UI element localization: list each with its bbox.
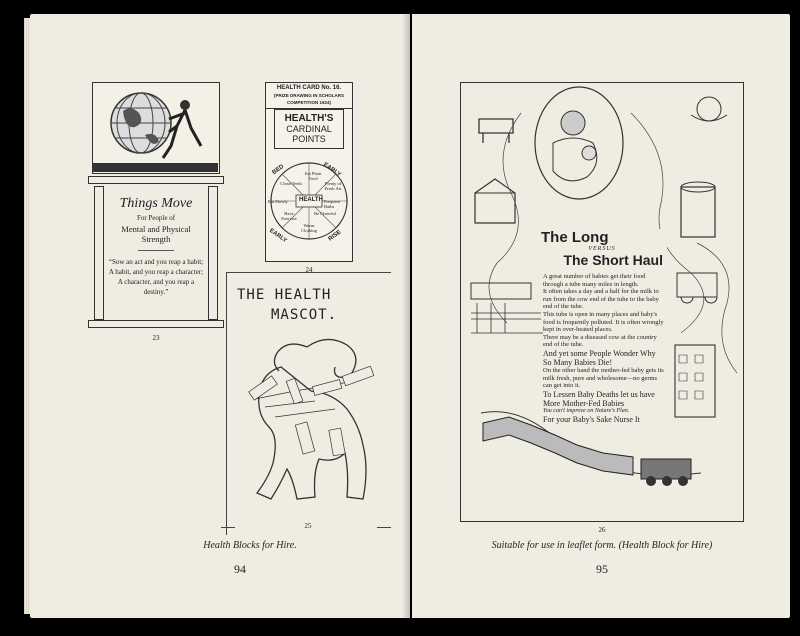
wheel-center: HEALTH (299, 197, 323, 203)
base (88, 320, 224, 328)
block-26-number: 26 (598, 526, 606, 534)
label-early-bottom: EARLY (268, 227, 288, 245)
haul-para-2: It often takes a day and a half for the milk to run from the cow end of the tube to the baby end of the tube. (543, 288, 659, 311)
block-25-health-mascot (226, 272, 391, 535)
label-exercise: Have Exercise (281, 211, 297, 221)
globe-illustration (92, 82, 220, 174)
line2: Mental and Physical (121, 224, 191, 234)
block-24-number: 24 (305, 266, 313, 274)
line1: For People of (136, 214, 176, 222)
haul-para-8: You can't improve on Nature's Plan. (543, 407, 630, 414)
block-23-number: 23 (152, 334, 160, 342)
label-baths: Frequent Baths (324, 199, 340, 209)
elephant-mascot-icon (235, 327, 385, 527)
entablature (88, 176, 224, 184)
card-title-1: HEALTH'S (284, 113, 334, 124)
right-page (412, 14, 790, 618)
label-eat-slowly: Eat Slowly (268, 199, 288, 204)
card-title-2: CARDINAL (286, 124, 332, 134)
block-24-health-card (265, 82, 353, 262)
haul-para-3: This tube is open in many places and baby's food is frequently polluted. It is often wrongly kept in over-heated places. (543, 310, 664, 334)
verse2: A habit, and you reap a character; (108, 268, 204, 276)
mascot-title-1: THE HEALTH (237, 287, 332, 303)
haul-versus: VERSUS (588, 246, 616, 252)
right-caption: Suitable for use in leaflet form. (Health Block for Hire) (491, 540, 713, 551)
label-plain-food: Eat Plain Food (304, 171, 322, 181)
left-page-number: 94 (234, 562, 246, 576)
label-fresh-air: Plenty of Fresh Air (324, 181, 342, 191)
label-bed: BED (271, 163, 286, 177)
label-warm-clothing: Warm Clothing (301, 223, 317, 233)
open-book (30, 14, 790, 618)
card-header: HEALTH CARD No. 16. (276, 85, 342, 91)
label-rise: RISE (327, 229, 343, 243)
block-25-number: 25 (304, 522, 312, 530)
haul-para-1: A great number of babies get their food through a tube many miles in length. (543, 273, 646, 288)
haul-para-7: To Lessen Baby Deaths let us have More Mother-Fed Babies (543, 389, 655, 408)
line3: Strength (141, 234, 171, 244)
haul-para-6: On the other hand the mother-fed baby gets its milk fresh, pure and wholesome—no germs can get into it. (543, 366, 664, 390)
right-pillar (208, 186, 218, 320)
block-23-things-move (92, 82, 220, 342)
mascot-title-2: MASCOT. (271, 307, 338, 323)
label-cheerful: Be Cheerful (314, 211, 336, 216)
block-26-frame (460, 82, 744, 522)
haul-title-2: The Short Haul (563, 252, 663, 268)
haul-title-1: The Long (541, 229, 609, 246)
left-pillar (94, 186, 104, 320)
divider (138, 250, 174, 251)
right-page-number: 95 (596, 562, 608, 576)
label-clean-teeth: Clean Teeth (280, 181, 302, 186)
label-early-top: EARLY (322, 161, 342, 179)
card-subheader: (PRIZE DRAWING IN SCHOLARS COMPETITION 1924) (273, 93, 344, 105)
left-caption: Health Blocks for Hire. (203, 540, 297, 551)
haul-para-4: There may be a diseased cow at the country end of the tube. (543, 333, 657, 349)
things-move-title: Things Move (119, 196, 193, 211)
haul-para-9: For your Baby's Sake Nurse It (543, 415, 640, 425)
globe-man-icon (93, 83, 218, 172)
left-page (30, 14, 410, 618)
verse1: “Sow an act and you reap a habit; (108, 258, 204, 266)
card-title-3: POINTS (292, 134, 326, 144)
verse3: A character, and you reap a destiny.” (117, 278, 195, 296)
haul-para-5: And yet some People Wonder Why So Many Babies Die! (543, 348, 656, 367)
